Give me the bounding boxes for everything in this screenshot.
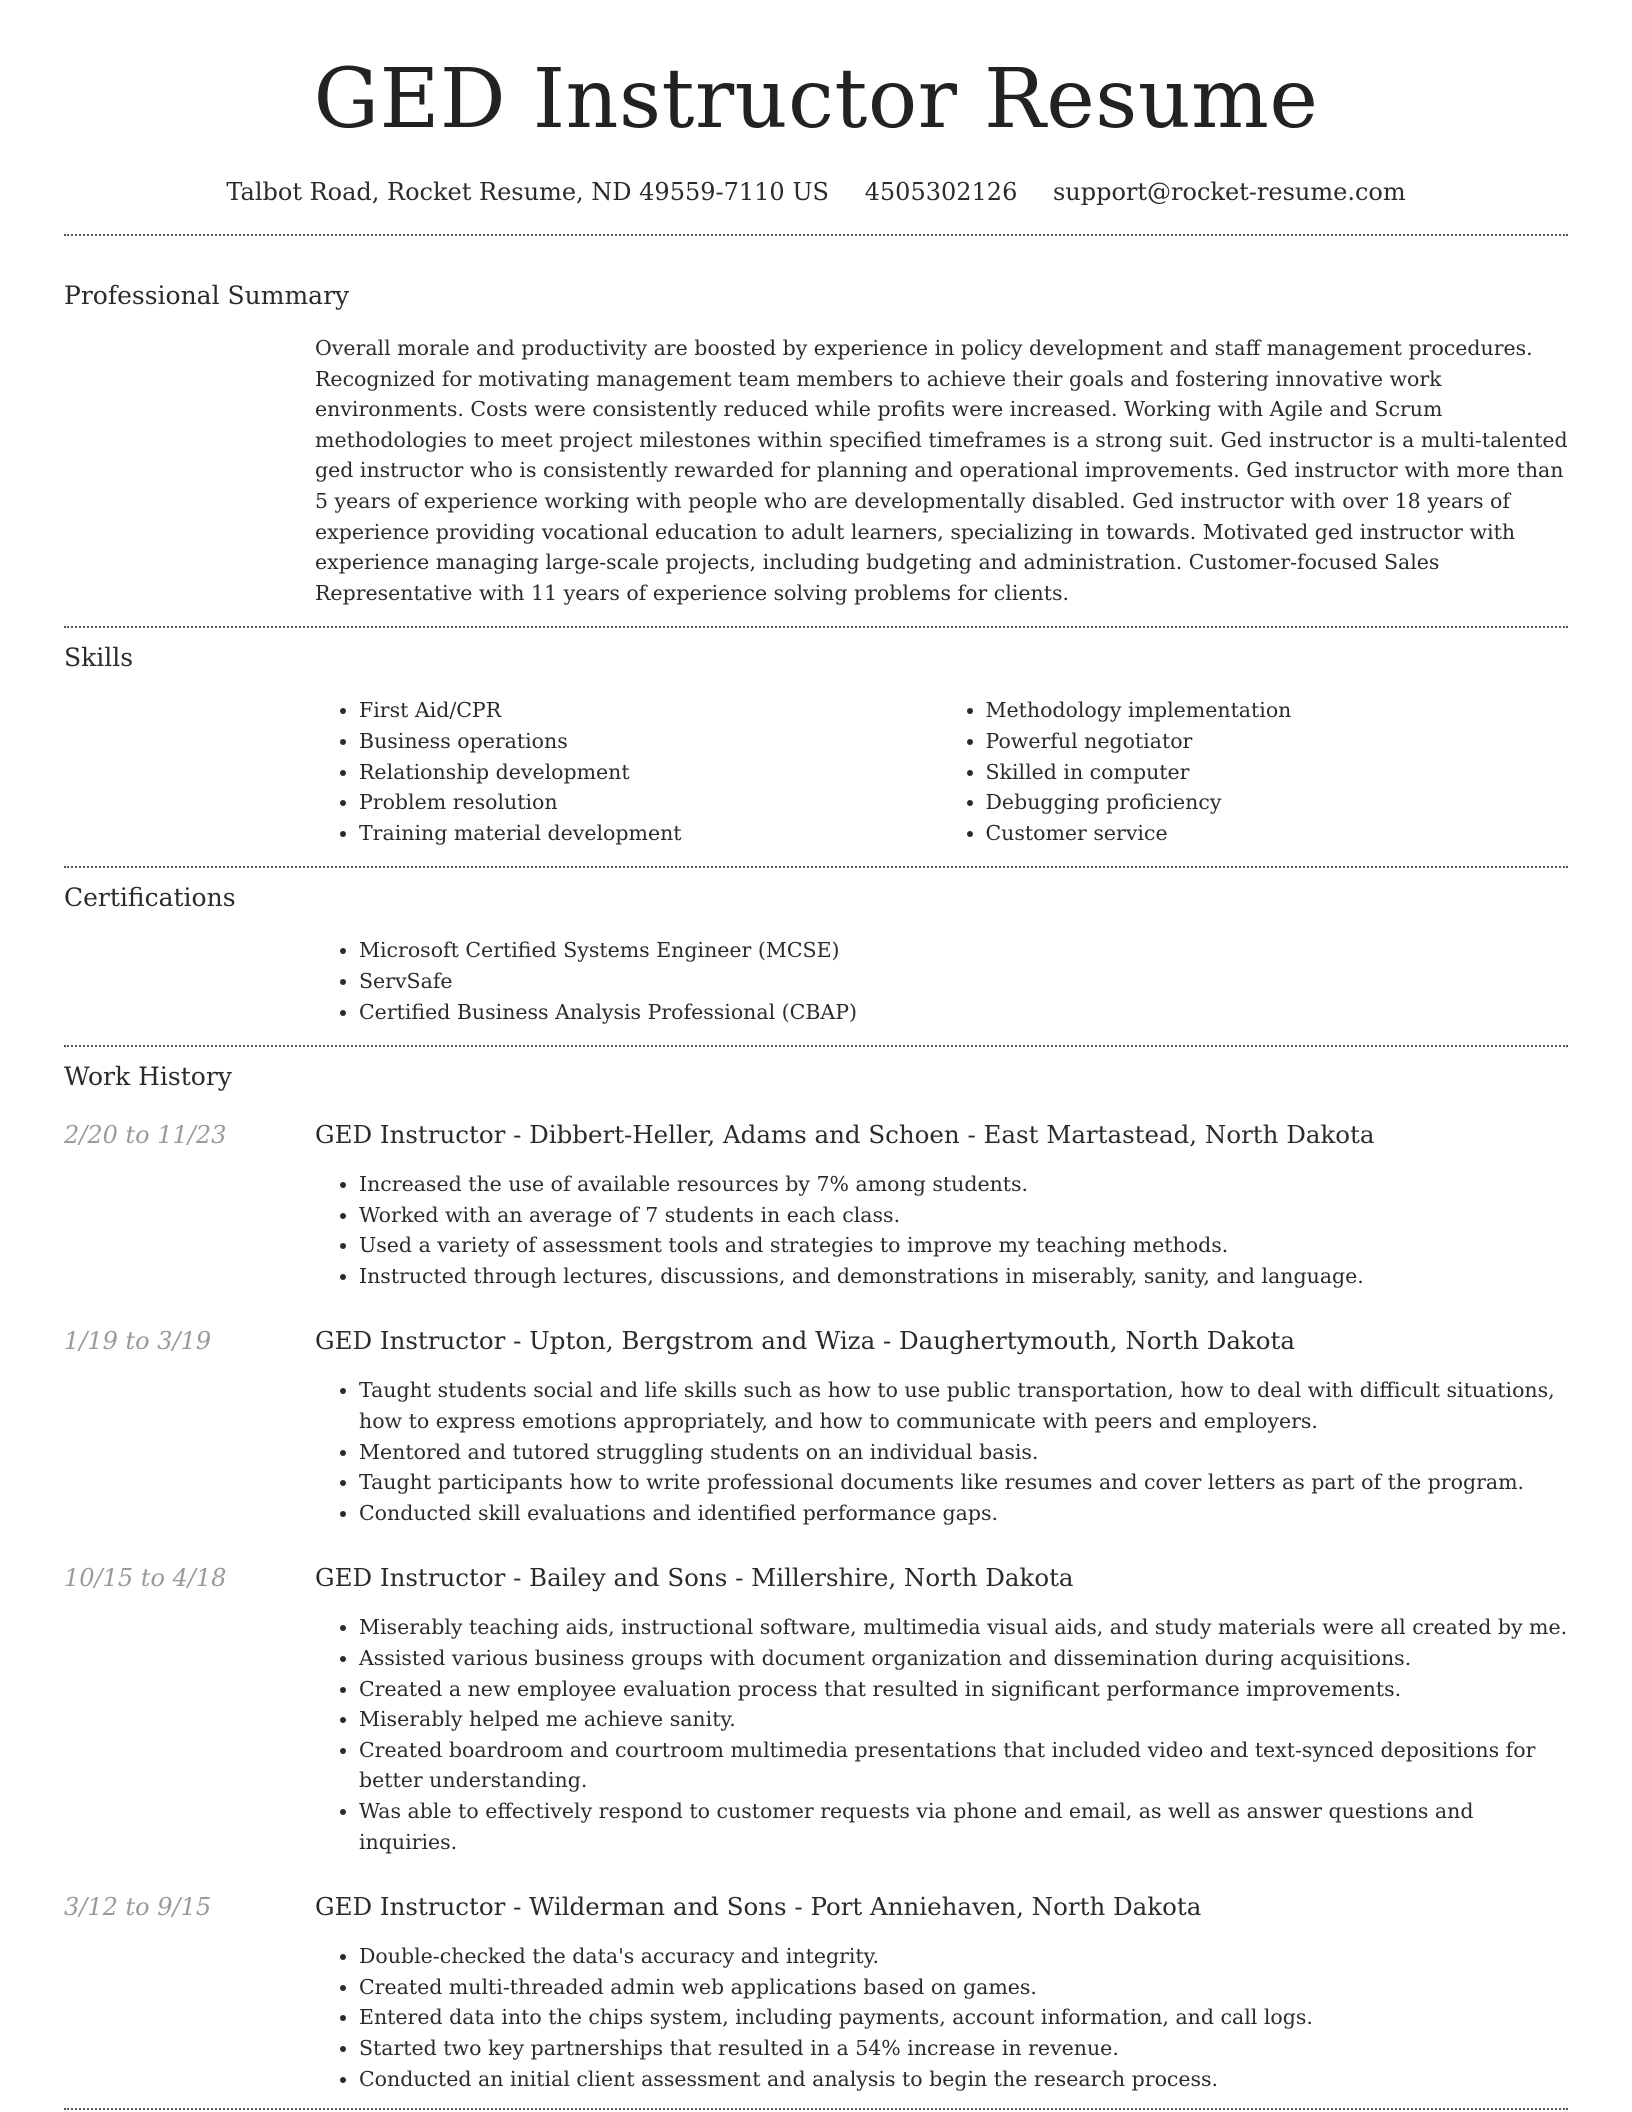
job-dates: 3/12 to 9/15 (64, 1893, 212, 1922)
list-item: • Instructed through lectures, discussions, and demonstrations in miserably, sanity, and language. (359, 1261, 1568, 1292)
list-item: • Microsoft Certified Systems Engineer (MCSE) (359, 935, 1568, 966)
job-dates: 2/20 to 11/23 (64, 1121, 227, 1150)
divider (64, 2108, 1568, 2110)
summary-text: Overall morale and productivity are boosted by experience in policy development and staff management procedures. Recognized for motivating management team members to achieve their goals and fostering innovative work environments. Costs were consistently reduced while profits were increased. Working with Agile and Scrum methodologies to meet project milestones within specified timeframes is a strong suit. Ged instructor is a multi-talented ged instructor who is consistently rewarded for planning and operational improvements. Ged instructor with more than 5 years of experience working with people who are developmentally disabled. Ged instructor with over 18 years of experience providing vocational education to adult learners, specializing in towards. Motivated ged instructor with experience managing large-scale projects, including budgeting and administration. Customer-focused Sales Representative with 11 years of experience solving problems for clients. (315, 336, 1568, 605)
list-item: • Miserably teaching aids, instructional software, multimedia visual aids, and study materials were all created by me. (359, 1612, 1568, 1643)
summary-section (64, 280, 1568, 608)
job-bullets (315, 1169, 1568, 1291)
list-item: • Double-checked the data's accuracy and integrity. (359, 1941, 1568, 1972)
list-item: • Worked with an average of 7 students in each class. (359, 1200, 1568, 1231)
resume-page (64, 0, 1568, 2110)
phone: 4505302126 (864, 178, 1018, 206)
list-item: • Methodology implementation (986, 695, 1569, 726)
divider (64, 234, 1568, 236)
divider (64, 626, 1568, 628)
job-bullets (315, 1941, 1568, 2094)
list-item: • Created boardroom and courtroom multimedia presentations that included video and text-synced depositions for better understanding. (359, 1735, 1568, 1796)
address: Talbot Road, Rocket Resume, ND 49559-7110 US (226, 178, 829, 206)
certifications-list (315, 935, 1568, 1027)
list-item: • Problem resolution (359, 787, 942, 818)
list-item: • Customer service (986, 818, 1569, 849)
job-dates: 1/19 to 3/19 (64, 1327, 212, 1356)
section-heading: Professional Summary (64, 281, 350, 310)
list-item: • Conducted an initial client assessment and analysis to begin the research process. (359, 2064, 1568, 2095)
list-item: • Mentored and tutored struggling students on an individual basis. (359, 1437, 1568, 1468)
certifications-body (315, 935, 1568, 1027)
list-item: • Conducted skill evaluations and identified performance gaps. (359, 1498, 1568, 1529)
list-item: • First Aid/CPR (359, 695, 942, 726)
job-title: GED Instructor - Upton, Bergstrom and Wiza - Daughertymouth, North Dakota (315, 1326, 1295, 1356)
list-item: • Created multi-threaded admin web applications based on games. (359, 1972, 1568, 2003)
job-title: GED Instructor - Bailey and Sons - Millershire, North Dakota (315, 1563, 1074, 1593)
job-entry (64, 1562, 1568, 1857)
list-item: • ServSafe (359, 966, 1568, 997)
divider (64, 866, 1568, 868)
job-details (315, 1891, 1568, 2094)
job-dates: 10/15 to 4/18 (64, 1564, 227, 1593)
list-item: • Powerful negotiator (986, 726, 1569, 757)
job-entry (64, 1325, 1568, 1528)
work-history-section (64, 1061, 1568, 2094)
contact-line (64, 176, 1568, 208)
list-item: • Business operations (359, 726, 942, 757)
list-item: • Relationship development (359, 757, 942, 788)
job-title: GED Instructor - Dibbert-Heller, Adams and Schoen - East Martastead, North Dakota (315, 1120, 1375, 1150)
section-heading: Skills (64, 643, 134, 673)
job-details (315, 1325, 1568, 1528)
list-item: • Started two key partnerships that resulted in a 54% increase in revenue. (359, 2033, 1568, 2064)
skills-list-right (942, 695, 1569, 848)
list-item: • Created a new employee evaluation process that resulted in significant performance improvements. (359, 1674, 1568, 1705)
section-heading: Work History (64, 1062, 232, 1092)
list-item: • Entered data into the chips system, including payments, account information, and call logs. (359, 2002, 1568, 2033)
list-item: • Training material development (359, 818, 942, 849)
job-entry (64, 1119, 1568, 1291)
email: support@rocket-resume.com (1052, 178, 1406, 206)
list-item: • Was able to effectively respond to customer requests via phone and email, as well as answer questions and inquiries. (359, 1796, 1568, 1857)
divider (64, 1045, 1568, 1047)
job-bullets (315, 1612, 1568, 1857)
certifications-section (64, 882, 1568, 1027)
section-heading: Certifications (64, 883, 236, 913)
job-title: GED Instructor - Wilderman and Sons - Port Anniehaven, North Dakota (315, 1892, 1202, 1922)
list-item: • Certified Business Analysis Professional (CBAP) (359, 997, 1568, 1028)
skills-list-left (315, 695, 942, 848)
list-item: • Skilled in computer (986, 757, 1569, 788)
list-item: • Increased the use of available resources by 7% among students. (359, 1169, 1568, 1200)
list-item: • Used a variety of assessment tools and strategies to improve my teaching methods. (359, 1230, 1568, 1261)
list-item: • Taught students social and life skills such as how to use public transportation, how to deal with difficult situations, how to express emotions appropriately, and how to communicate with peers and employers. (359, 1375, 1568, 1436)
list-item: • Assisted various business groups with document organization and dissemination during acquisitions. (359, 1643, 1568, 1674)
job-details (315, 1119, 1568, 1291)
page-title: GED Instructor Resume (313, 52, 1319, 147)
list-item: • Miserably helped me achieve sanity. (359, 1704, 1568, 1735)
list-item: • Taught participants how to write professional documents like resumes and cover letters as part of the program. (359, 1467, 1568, 1498)
list-item: • Debugging proficiency (986, 787, 1569, 818)
job-entry (64, 1891, 1568, 2094)
skills-grid (315, 695, 1568, 848)
job-details (315, 1562, 1568, 1857)
job-bullets (315, 1375, 1568, 1528)
skills-section (64, 642, 1568, 848)
